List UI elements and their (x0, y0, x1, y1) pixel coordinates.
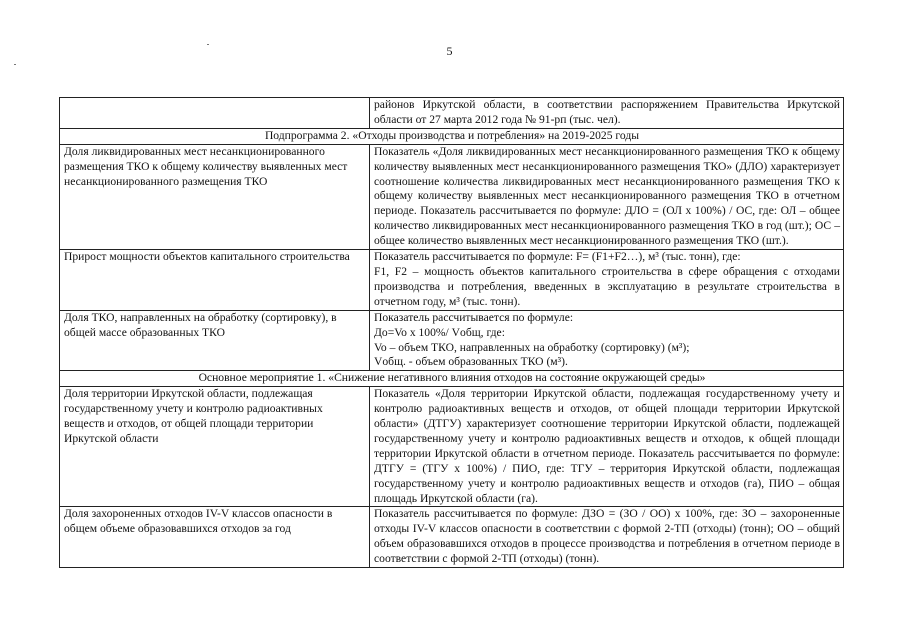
scan-speck (14, 64, 16, 65)
indicator-description (370, 310, 844, 371)
description-paragraph: До=Vo х 100%/ Vобщ, где: (374, 325, 505, 339)
description-paragraph: Показатель рассчитывается по формуле: ДЗО = (ЗО / ОО) х 100%, где: ЗО – захороненные отходы IV-V классов опасности в соответствии с формой 2-ТП (отходы) (тонн); ОО – общий объем образовавшихся отходов в процессе производства и потребления в отчетном периоде в соответствии с формой 2-ТП (отходы) (тонн). (374, 507, 840, 566)
table-row (60, 507, 844, 568)
description-paragraph: F1, F2 – мощность объектов капитального строительства в сфере обращения с отходами производства и потребления, введенных в эксплуатацию в результате строительства в отчетном году, м³ (тыс. тонн). (374, 264, 840, 308)
table-row (60, 250, 844, 311)
description-paragraph: Показатель «Доля ликвидированных мест несанкционированного размещения ТКО к общему количеству выявленных мест несанкционированного размещения ТКО» (ДЛО) характеризует соотношение количества ликвидированных мест несанкционированного размещения ТКО к общему количеству выявленных мест несанкционированного размещения ТКО в отчетном периоде. Показатель рассчитывается по формуле: ДЛО = (ОЛ х 100%) / ОС, где: ОЛ – общее количество ликвидированных мест несанкционированного размещения ТКО в год (шт.); ОС – общее количество выявленных мест несанкционированного размещения ТКО (шт.). (374, 144, 840, 248)
section-title: Подпрограмма 2. «Отходы производства и потребления» на 2019-2025 годы (60, 128, 844, 144)
indicator-name: Доля ТКО, направленных на обработку (сортировку), в общей массе образованных ТКО (60, 310, 370, 371)
table-row (60, 98, 844, 129)
indicator-description (370, 507, 844, 568)
indicator-description (370, 98, 844, 129)
indicator-name: Прирост мощности объектов капитального строительства (60, 250, 370, 311)
description-paragraph: Показатель «Доля территории Иркутской области, подлежащая государственному учету и контролю радиоактивных веществ и отходов, от общей площади территории Иркутской области» (ДТГУ) характеризует соотношение территории Иркутской области, подлежащей государственному учету и контролю радиоактивных веществ и отходов, к общей площади территории Иркутской области в отчетном периоде. Показатель рассчитывается по формуле: ДТГУ = (ТГУ х 100%) / ПИО, где: ТГУ – территория Иркутской области, подлежащая государственному учету и контролю радиоактивных веществ и отходов (га), ПИО – общая площадь Иркутской области (га). (374, 387, 840, 505)
description-paragraph: районов Иркутской области, в соответствии распоряжением Правительства Иркутской области от 27 марта 2012 года № 91-рп (тыс. чел). (374, 98, 840, 126)
indicator-name: Доля захороненных отходов IV-V классов опасности в общем объеме образовавшихся отходов за год (60, 507, 370, 568)
scan-speck (207, 44, 209, 45)
description-paragraph: Vo – объем ТКО, направленных на обработку (сортировку) (м³); (374, 340, 690, 354)
section-title: Основное мероприятие 1. «Снижение негативного влияния отходов на состояние окружающей среды» (60, 371, 844, 387)
description-paragraph: Показатель рассчитывается по формуле: (374, 310, 574, 324)
description-paragraph: Показатель рассчитывается по формуле: F= (F1+F2…), м³ (тыс. тонн), где: (374, 250, 741, 264)
indicator-description (370, 144, 844, 249)
indicator-name: Доля ликвидированных мест несанкционированного размещения ТКО к общему количеству выявленных мест несанкционированного размещения ТКО (60, 144, 370, 249)
section-header-row (60, 128, 844, 144)
section-header-row (60, 371, 844, 387)
indicator-description (370, 387, 844, 507)
page-number: 5 (446, 44, 453, 58)
indicator-name (60, 98, 370, 129)
indicator-table (59, 97, 844, 568)
table-row (60, 387, 844, 507)
indicator-name: Доля территории Иркутской области, подлежащая государственному учету и контролю радиоактивных веществ и отходов, от общей площади территории Иркутской области (60, 387, 370, 507)
table-row (60, 310, 844, 371)
description-paragraph: Vобщ. - объем образованных ТКО (м³). (374, 355, 568, 369)
indicator-description (370, 250, 844, 311)
table-row (60, 144, 844, 249)
